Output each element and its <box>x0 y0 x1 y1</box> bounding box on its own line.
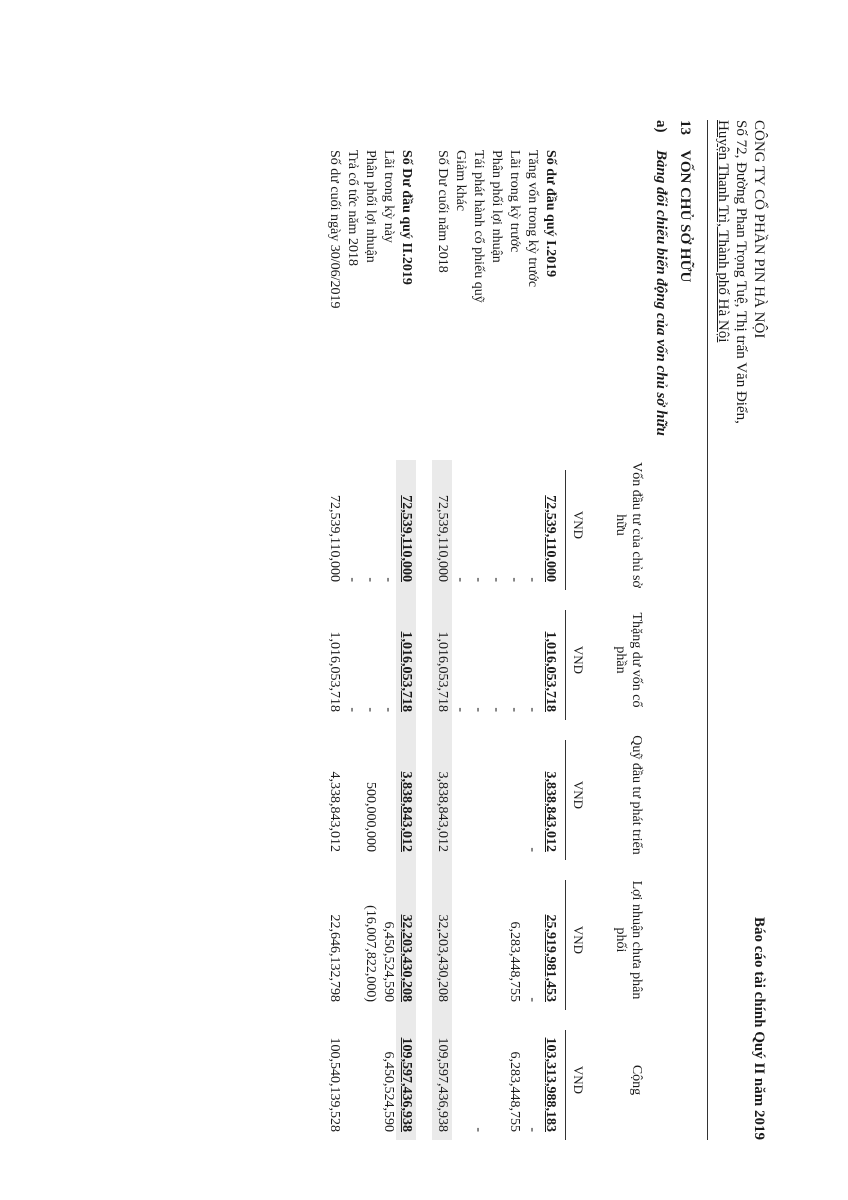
row-label: Số dư cuối ngày 30/06/2019 <box>327 150 342 309</box>
header-divider <box>707 120 708 1140</box>
company-header <box>714 120 768 424</box>
table-cell: - <box>345 577 360 582</box>
column-unit: VND <box>571 1065 586 1095</box>
column-header: Vốn đầu tư của chủ sở hữu <box>613 462 644 588</box>
table-cell: 72,539,110,000 <box>543 495 558 582</box>
table-cell: - <box>471 707 486 712</box>
column-unit-rule <box>565 1030 566 1140</box>
subsection-letter: a) <box>653 120 669 133</box>
column-unit-rule <box>565 610 566 720</box>
column-unit-rule <box>565 470 566 590</box>
table-cell: 32,203,430,208 <box>435 914 450 1002</box>
table-cell: 109,597,436,938 <box>435 1037 450 1132</box>
row-label: Tăng vốn trong kỳ trước <box>525 150 540 288</box>
company-address-line1: Số 72, Đường Phan Trọng Tuệ, Thị trấn Văn Điển, <box>733 120 749 424</box>
subsection-title: Bảng đối chiếu biến động của vốn chủ sở hữu <box>653 150 669 436</box>
company-address-line2: Huyện Thanh Trì, Thành phố Hà Nội <box>715 120 731 343</box>
table-cell: - <box>489 577 504 582</box>
table-cell: - <box>453 707 468 712</box>
table-cell: - <box>363 577 378 582</box>
row-label: Số dư đầu quý I.2019 <box>543 150 558 278</box>
table-cell: 3,838,843,012 <box>435 771 450 852</box>
table-cell: - <box>525 847 540 852</box>
company-name: CÔNG TY CỔ PHẦN PIN HÀ NỘI <box>751 120 767 339</box>
table-cell: 1,016,053,718 <box>327 631 342 712</box>
column-header: Thặng dư vốn cổ phần <box>613 612 644 708</box>
section-heading <box>676 120 694 282</box>
table-cell: - <box>507 707 522 712</box>
table-cell: 1,016,053,718 <box>543 631 558 712</box>
table-cell: - <box>381 707 396 712</box>
table-cell: (16,007,822,000) <box>363 905 378 1002</box>
row-label: Số Dư đầu quý II.2019 <box>399 150 414 285</box>
column-unit-rule <box>565 740 566 860</box>
section-title: VỐN CHỦ SỞ HỮU <box>677 150 693 283</box>
table-cell: 25,919,981,453 <box>543 914 558 1002</box>
column-header: Quỹ đầu tư phát triển <box>629 735 644 855</box>
table-cell: 32,203,430,208 <box>399 914 414 1002</box>
table-cell: - <box>345 707 360 712</box>
table-cell: - <box>381 577 396 582</box>
row-label: Tái phát hành cổ phiếu quỹ <box>471 150 486 303</box>
table-cell: 4,338,843,012 <box>327 771 342 852</box>
row-label: Phân phối lợi nhuận <box>363 150 378 263</box>
column-header: Lợi nhuận chưa phân phối <box>613 880 644 1000</box>
report-title: Báo cáo tài chính Quý II năm 2019 <box>751 917 767 1140</box>
column-unit: VND <box>571 780 586 810</box>
table-cell: 6,450,524,590 <box>381 921 396 1002</box>
table-cell: - <box>507 577 522 582</box>
column-header: Cộng <box>629 1064 644 1096</box>
table-cell: - <box>471 1127 486 1132</box>
table-cell: 3,838,843,012 <box>399 771 414 852</box>
row-label: Lãi trong kỳ này <box>381 150 396 243</box>
table-cell: - <box>453 577 468 582</box>
table-cell: - <box>525 1127 540 1132</box>
table-cell: 72,539,110,000 <box>399 495 414 582</box>
row-label: Trả cổ tức năm 2018 <box>345 150 360 266</box>
table-cell: 6,283,448,755 <box>507 1051 522 1132</box>
row-label: Số Dư cuối năm 2018 <box>435 150 450 273</box>
table-cell: 6,450,524,590 <box>381 1051 396 1132</box>
table-cell: 1,016,053,718 <box>435 631 450 712</box>
table-cell: - <box>489 707 504 712</box>
table-cell: 100,540,139,528 <box>327 1037 342 1132</box>
table-cell: 500,000,000 <box>363 782 378 852</box>
column-unit: VND <box>571 645 586 675</box>
column-unit: VND <box>571 925 586 955</box>
table-cell: - <box>525 997 540 1002</box>
table-cell: - <box>471 577 486 582</box>
table-cell: 72,539,110,000 <box>435 495 450 582</box>
table-cell: 22,646,132,798 <box>327 914 342 1002</box>
section-number: 13 <box>677 120 693 135</box>
subsection-heading <box>652 120 670 436</box>
row-label: Lãi trong kỳ trước <box>507 150 522 253</box>
table-cell: 72,539,110,000 <box>327 495 342 582</box>
table-cell: - <box>525 707 540 712</box>
table-cell: 1,016,053,718 <box>399 631 414 712</box>
table-cell: 6,283,448,755 <box>507 921 522 1002</box>
table-cell: 109,597,436,938 <box>399 1037 414 1132</box>
column-unit-rule <box>565 880 566 1010</box>
table-cell: - <box>525 577 540 582</box>
table-cell: 3,838,843,012 <box>543 771 558 852</box>
table-cell: - <box>363 707 378 712</box>
column-unit: VND <box>571 510 586 540</box>
table-cell: 103,313,988,183 <box>543 1037 558 1132</box>
row-label: Giảm khác <box>453 150 468 212</box>
row-label: Phân phối lợi nhuận <box>489 150 504 263</box>
